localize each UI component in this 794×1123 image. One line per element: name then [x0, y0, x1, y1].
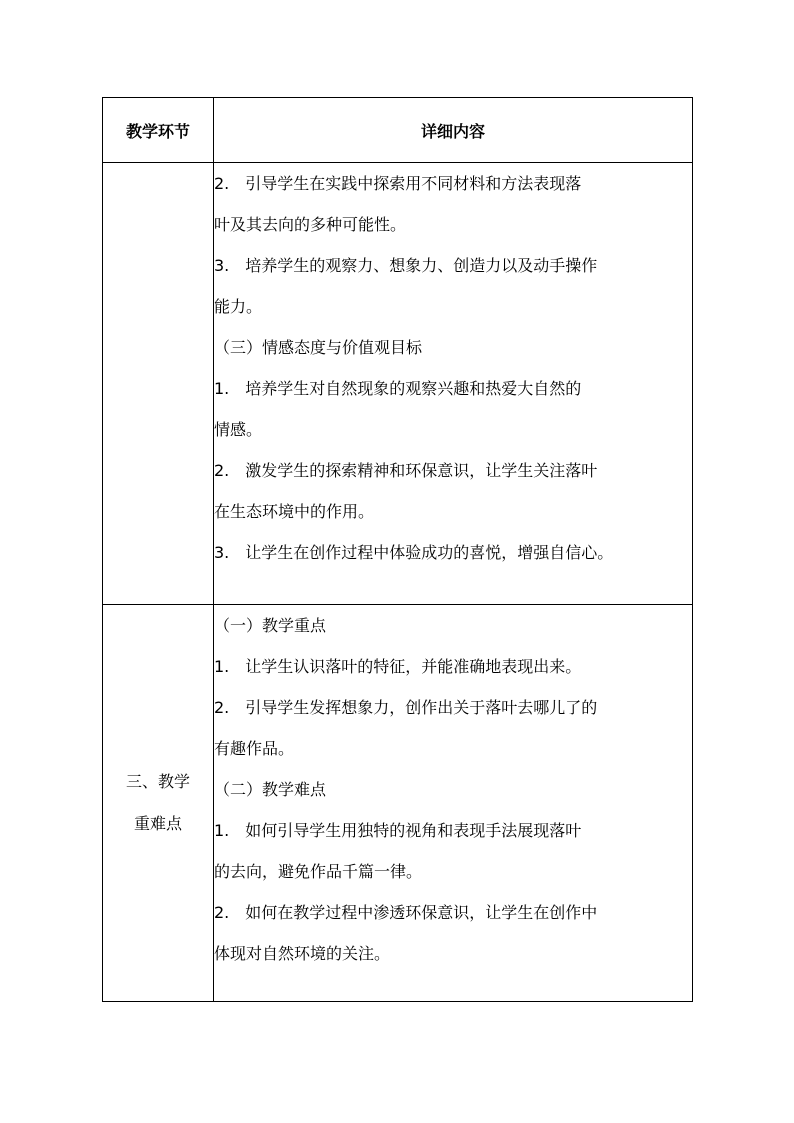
table-row	[103, 605, 693, 1002]
content-line: 在生态环境中的作用。	[214, 502, 375, 521]
content-line: 1. 如何引导学生用独特的视角和表现手法展现落叶	[214, 821, 582, 840]
section-cell-empty	[103, 163, 214, 605]
section-cell	[103, 605, 214, 1002]
content-line: 体现对自然环境的关注。	[214, 944, 391, 963]
section-title-line-1: 三、教学	[125, 772, 190, 791]
content-line: 2. 引导学生发挥想象力，创作出关于落叶去哪儿了的	[214, 698, 598, 717]
content-line: （一）教学重点	[214, 616, 327, 635]
header-detailed-content: 详细内容	[214, 98, 693, 163]
content-line: 叶及其去向的多种可能性。	[214, 215, 407, 234]
content-line: 情感。	[214, 420, 263, 439]
content-line: 1. 培养学生对自然现象的观察兴趣和热爱大自然的	[214, 379, 582, 398]
content-line: （二）教学难点	[214, 780, 327, 799]
content-line: （三）情感态度与价值观目标	[214, 338, 423, 357]
content-line: 2. 引导学生在实践中探索用不同材料和方法表现落	[214, 174, 582, 193]
content-line: 3. 培养学生的观察力、想象力、创造力以及动手操作	[214, 256, 598, 275]
content-line: 2. 如何在教学过程中渗透环保意识，让学生在创作中	[214, 903, 598, 922]
header-teaching-stage: 教学环节	[103, 98, 214, 163]
content-line: 1. 让学生认识落叶的特征，并能准确地表现出来。	[214, 657, 582, 676]
content-line: 2. 激发学生的探索精神和环保意识，让学生关注落叶	[214, 461, 598, 480]
content-line: 的去向，避免作品千篇一律。	[214, 862, 423, 881]
content-line: 有趣作品。	[214, 739, 295, 758]
lesson-plan-table	[102, 97, 693, 1002]
content-cell	[214, 605, 693, 1002]
content-cell	[214, 163, 693, 605]
content-line: 3. 让学生在创作过程中体验成功的喜悦，增强自信心。	[214, 543, 614, 562]
content-line: 能力。	[214, 297, 263, 316]
table-row	[103, 163, 693, 605]
section-title-line-2: 重难点	[133, 814, 182, 833]
table-header-row	[103, 98, 693, 163]
